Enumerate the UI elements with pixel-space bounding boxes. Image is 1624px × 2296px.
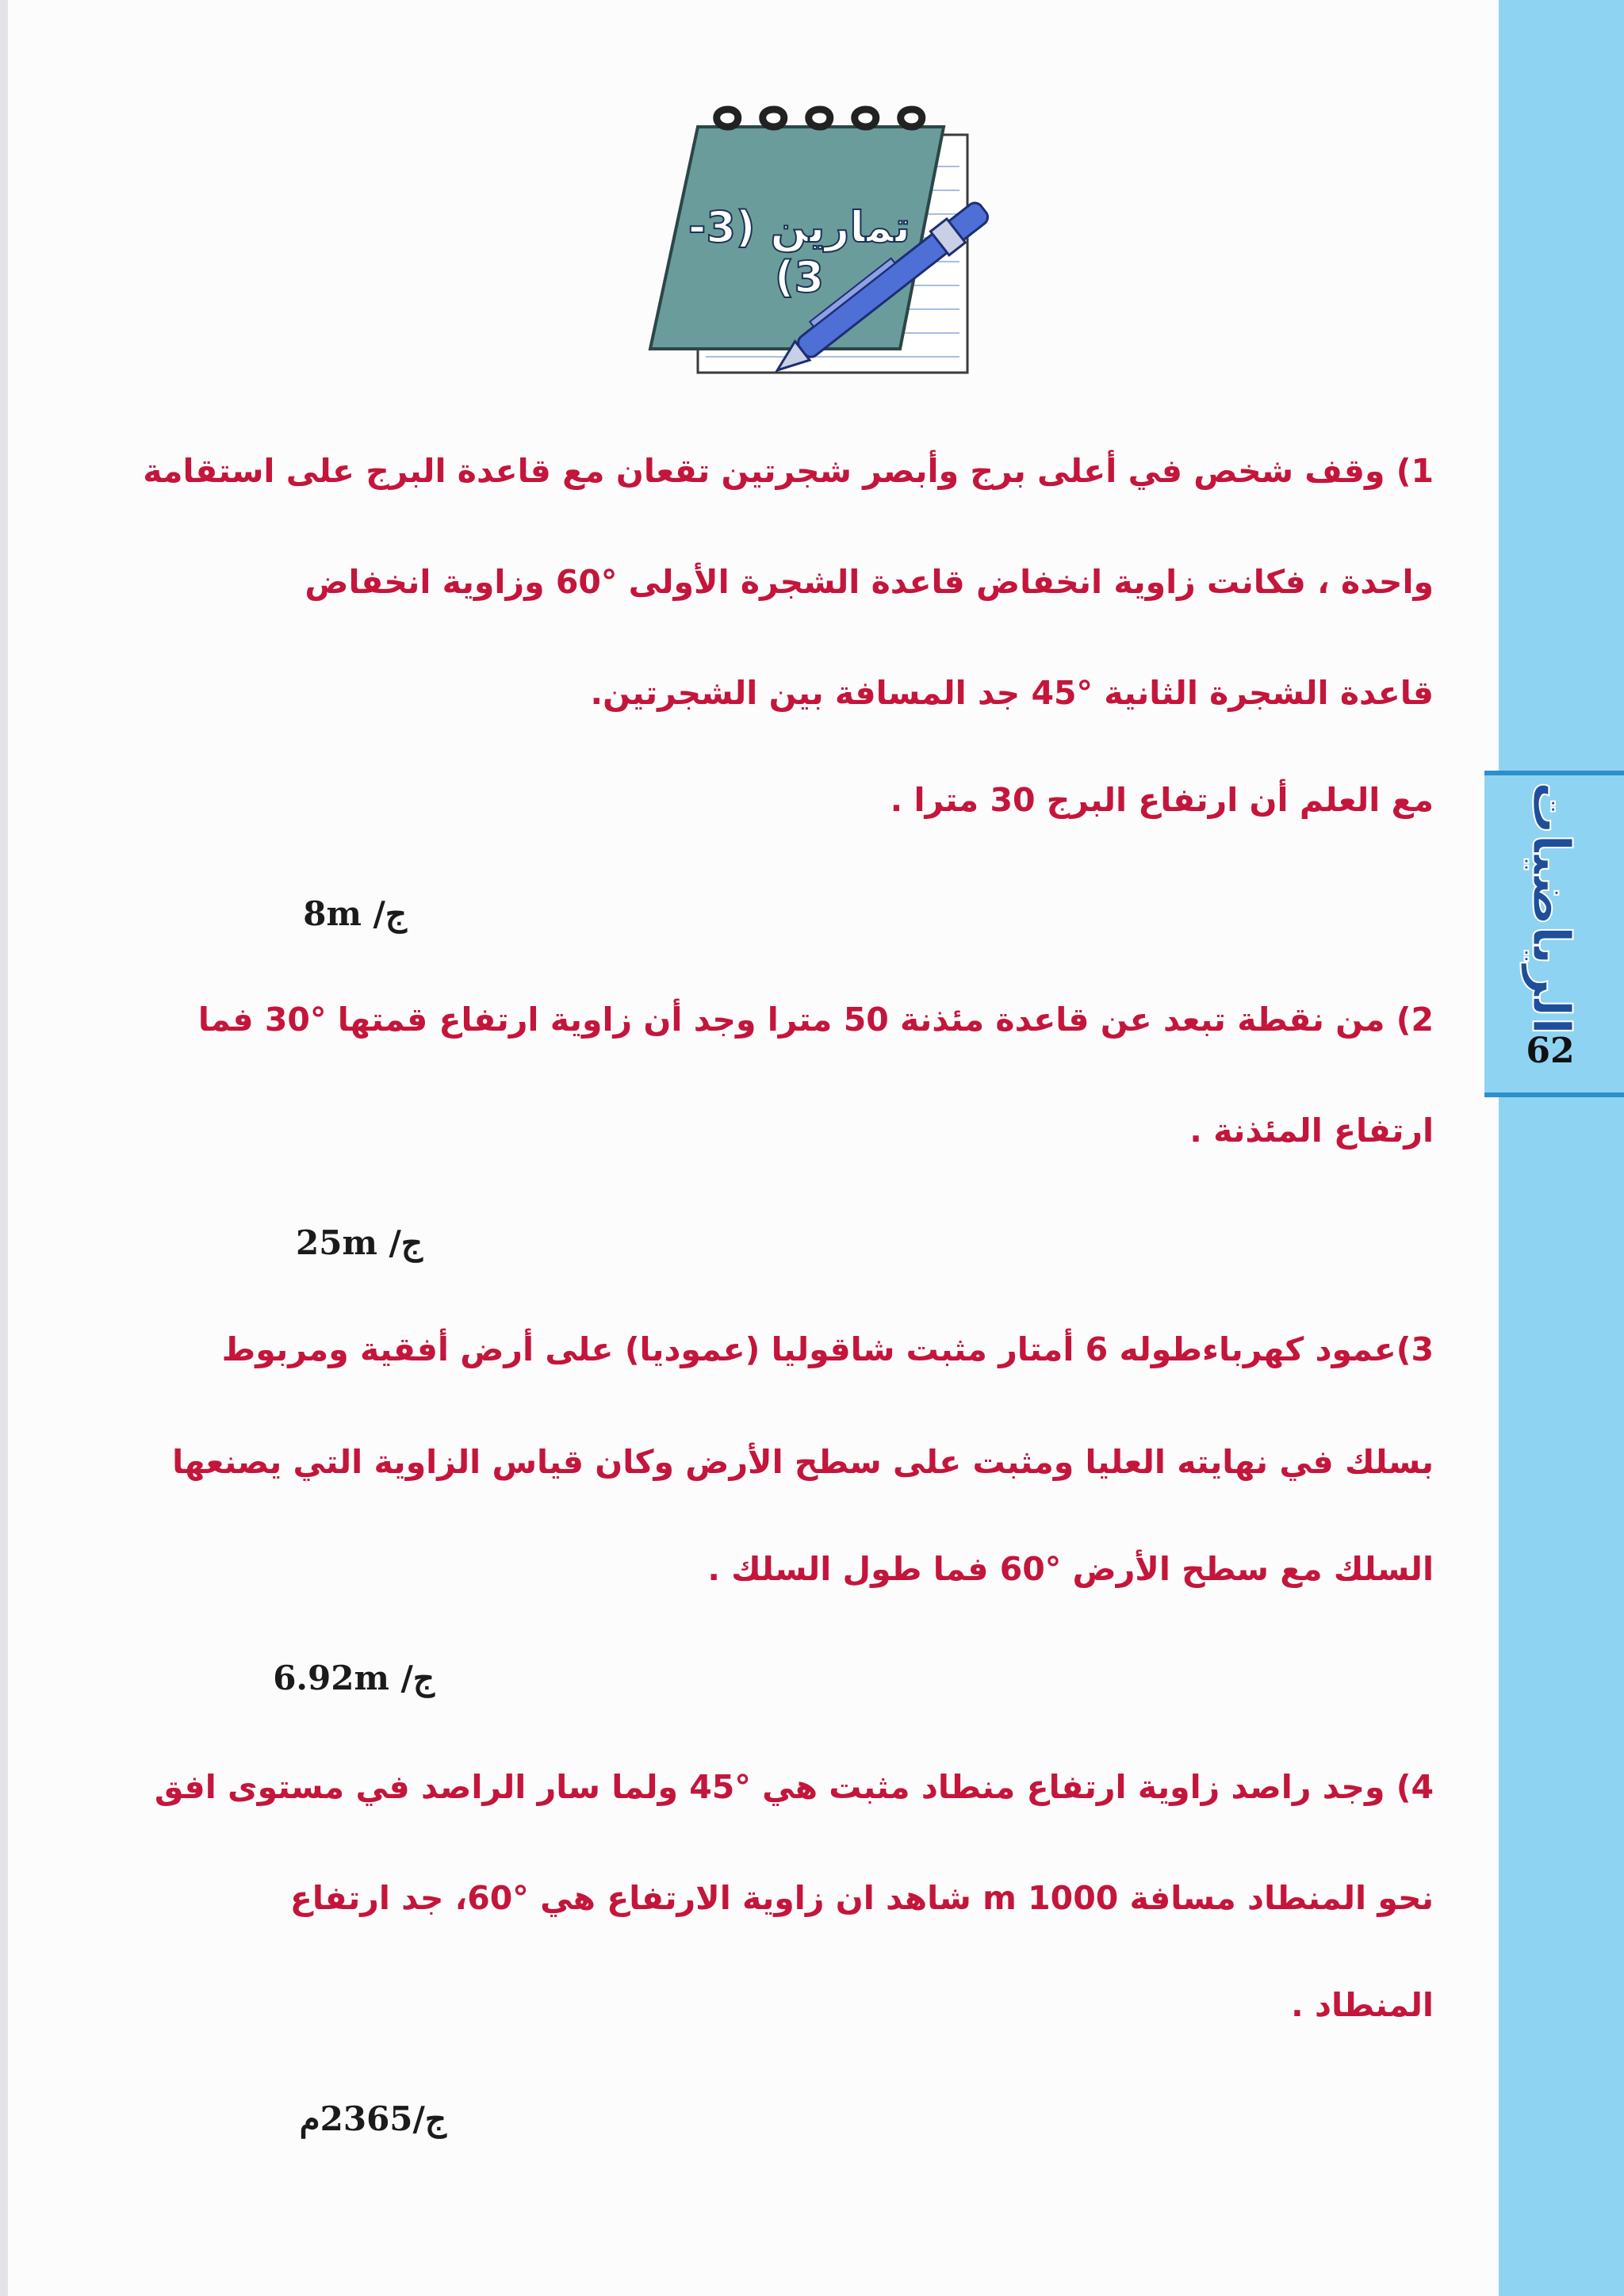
page-number: 62 <box>1526 1031 1575 1071</box>
subject-label-container <box>1503 781 1599 1035</box>
question-4-line-3: المنطاد . <box>1291 1986 1434 2024</box>
question-4-answer: ج/2365م <box>299 2099 446 2138</box>
exercise-title: تمارين (3-3) <box>688 202 911 302</box>
question-1-line-3: قاعدة الشجرة الثانية °45 جد المسافة بين الشجرتين. <box>590 674 1434 712</box>
question-3-answer: ج/ 6.92m <box>273 1659 435 1697</box>
question-1-answer: ج/ 8m <box>303 894 407 933</box>
question-2-line-2: ارتفاع المئذنة . <box>1189 1112 1434 1150</box>
question-4-line-1: 4) وجد راصد زاوية ارتفاع منطاد مثبت هي °45 ولما سار الراصد في مستوى افق <box>154 1768 1434 1806</box>
question-3-line-3: السلك مع سطح الأرض °60 فما طول السلك . <box>707 1550 1434 1588</box>
question-3-line-1: 3)عمود كهرباءطوله 6 أمتار مثبت شاقوليا (عموديا) على أرض أفقية ومربوط <box>221 1330 1434 1368</box>
question-1-line-2: واحدة ، فكانت زاوية انخفاض قاعدة الشجرة الأولى °60 وزاوية انخفاض <box>304 563 1434 601</box>
question-2-answer: ج/ 25m <box>296 1223 423 1262</box>
page-left-edge <box>0 0 8 2296</box>
question-4-line-2: نحو المنطاد مسافة 1000 m شاهد ان زاوية الارتفاع هي °60، جد ارتفاع <box>289 1879 1434 1917</box>
subject-label: الرياضيات <box>1520 781 1582 1035</box>
question-2-line-1: 2) من نقطة تبعد عن قاعدة مئذنة 50 مترا وجد أن زاوية ارتفاع قمتها °30 فما <box>197 1001 1434 1039</box>
question-3-line-2: بسلك في نهايته العليا ومثبت على سطح الأرض وكان قياس الزاوية التي يصنعها <box>172 1443 1434 1481</box>
question-1-line-4: مع العلم أن ارتفاع البرج 30 مترا . <box>890 781 1434 819</box>
question-1-line-1: 1) وقف شخص في أعلى برج وأبصر شجرتين تقعان مع قاعدة البرج على استقامة <box>143 452 1434 490</box>
right-margin-band <box>1484 0 1624 2296</box>
